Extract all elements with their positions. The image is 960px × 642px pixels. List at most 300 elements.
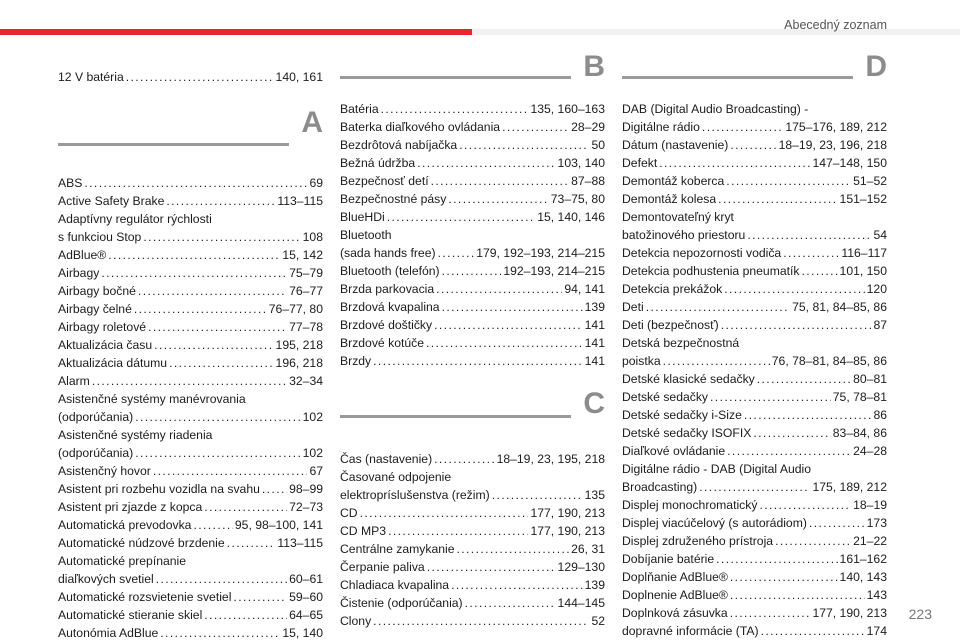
index-entry[interactable] (340, 244, 605, 262)
dot-leader (744, 406, 872, 424)
index-entry[interactable] (58, 534, 323, 552)
index-entry[interactable] (340, 136, 605, 154)
index-entry-term: Brzdové kotúče (340, 336, 425, 350)
dot-leader (747, 226, 871, 244)
index-entry-pages: 129–130 (557, 560, 605, 574)
index-entry[interactable] (622, 190, 887, 208)
index-entry-pages: 21–22 (853, 534, 887, 548)
index-entry-pages: 54 (873, 228, 887, 242)
index-entry[interactable] (622, 280, 887, 298)
index-entry-line: Asistenčné systémy riadenia (58, 428, 213, 442)
index-entry[interactable] (58, 588, 323, 606)
index-entry-term: Doplnková zásuvka (622, 606, 728, 620)
index-entry[interactable] (622, 118, 887, 136)
index-entry-term: Brzda parkovacia (340, 282, 435, 296)
index-entry[interactable] (340, 522, 605, 540)
index-entry-term: Deti (bezpečnosť) (622, 318, 719, 332)
dot-leader (387, 208, 536, 226)
index-entry-term: Bluetooth (telefón) (340, 264, 440, 278)
index-entry-pages: 116–117 (841, 246, 887, 260)
index-entry-term: Autonómia AdBlue (58, 626, 159, 640)
index-entry-pages: 73–75, 80 (550, 192, 605, 206)
section-title: Abecedný zoznam (784, 18, 887, 32)
index-entry[interactable] (622, 388, 887, 406)
dot-leader (702, 118, 783, 136)
index-entry[interactable] (58, 408, 323, 426)
index-entry[interactable] (340, 334, 605, 352)
index-entry-pages: 177, 190, 213 (530, 506, 605, 520)
index-entry[interactable] (340, 450, 605, 468)
index-entry-line: Automatické prepínanie (58, 554, 187, 568)
index-entry-term: Aktualizácia času (58, 338, 153, 352)
index-entry-pages: 75, 81, 84–85, 86 (792, 300, 887, 314)
index-entry-pages: 140, 143 (839, 570, 887, 584)
dot-leader (431, 172, 570, 190)
index-entry-line: Demontovateľný kryt (622, 210, 734, 224)
dot-leader (442, 298, 583, 316)
index-entry[interactable] (58, 318, 323, 336)
dot-leader (154, 336, 273, 354)
dot-leader (135, 408, 300, 426)
index-entry-term: 12 V batéria (58, 70, 124, 84)
index-entry[interactable] (58, 282, 323, 300)
dot-leader (373, 352, 583, 370)
index-entry-term: Displej monochromatický (622, 498, 758, 512)
dot-leader (809, 514, 865, 532)
index-entry-term: Displej združeného prístroja (622, 534, 774, 548)
index-entry[interactable] (622, 424, 887, 442)
index-entry[interactable] (622, 604, 887, 622)
index-entry[interactable] (58, 516, 323, 534)
top-accent-bar (0, 29, 472, 35)
dot-leader (726, 172, 851, 190)
index-entry-pages: 177, 190, 213 (812, 606, 887, 620)
dot-leader (718, 190, 837, 208)
letter-header-b (340, 50, 605, 100)
dot-leader (646, 298, 790, 316)
index-entry-term: Doplňanie AdBlue® (622, 570, 728, 584)
dot-leader (730, 586, 865, 604)
dot-leader (84, 174, 307, 192)
dot-leader (427, 558, 556, 576)
index-entry-term: poistka (622, 354, 661, 368)
index-entry-term: Airbagy (58, 266, 100, 280)
dot-leader (262, 480, 287, 498)
index-entry-pages: 51–52 (853, 174, 887, 188)
index-entry-pages: 59–60 (289, 590, 323, 604)
index-entry[interactable] (622, 478, 887, 496)
index-entry[interactable] (622, 370, 887, 388)
index-entry-term: Airbagy roletové (58, 320, 147, 334)
index-entry-pages: 135 (584, 488, 605, 502)
index-entry-line: Detská bezpečnostná (622, 336, 740, 350)
index-entry-term: Baterka diaľkového ovládania (340, 120, 501, 134)
index-entry[interactable] (622, 316, 887, 334)
index-entry-term: Brzdová kvapalina (340, 300, 440, 314)
dot-leader (92, 372, 287, 390)
index-entry-line: Časované odpojenie (340, 470, 452, 484)
index-entry-term: dopravné informácie (TA) (622, 624, 759, 638)
index-entry[interactable] (340, 262, 605, 280)
index-entry-pages: 67 (309, 464, 323, 478)
index-entry-pages: 179, 192–193, 214–215 (476, 246, 605, 260)
index-entry-term: Detské klasické sedačky (622, 372, 755, 386)
index-entry-term: Alarm (58, 374, 90, 388)
index-entry[interactable] (622, 154, 887, 172)
index-entry-pages: 177, 190, 213 (530, 524, 605, 538)
index-entry-pages: 103, 140 (557, 156, 605, 170)
index-entry-term: CD MP3 (340, 524, 387, 538)
dot-leader (442, 262, 502, 280)
index-entry-term: Dobíjanie batérie (622, 552, 715, 566)
index-entry[interactable] (58, 264, 323, 282)
dot-leader (169, 354, 273, 372)
dot-leader (426, 334, 583, 352)
dot-leader (716, 550, 837, 568)
index-entry-term: AdBlue® (58, 248, 107, 262)
index-entry[interactable] (622, 406, 887, 424)
dot-leader (759, 496, 851, 514)
index-entry-term: batožinového priestoru (622, 228, 746, 242)
index-entry[interactable] (340, 100, 605, 118)
letter-b: B (583, 50, 605, 83)
index-entry-pages: 196, 218 (275, 356, 323, 370)
index-entry[interactable] (58, 624, 323, 642)
index-entry-pages: 80–81 (853, 372, 887, 386)
index-list-a (58, 174, 323, 642)
index-entry-pages: 173 (866, 516, 887, 530)
index-entry[interactable] (340, 118, 605, 136)
index-entry[interactable] (58, 228, 323, 246)
index-entry-pages: 87–88 (571, 174, 605, 188)
index-entry[interactable] (340, 298, 605, 316)
index-entry-term: Bezdrôtová nabíjačka (340, 138, 458, 152)
index-entry[interactable] (58, 68, 323, 86)
dot-leader (126, 68, 274, 86)
dot-leader (492, 486, 583, 504)
index-entry-pages: 141 (584, 336, 605, 350)
index-entry-term: Clony (340, 614, 372, 628)
index-entry[interactable] (58, 192, 323, 210)
index-entry-pages: 102 (302, 410, 323, 424)
index-entry[interactable] (58, 498, 323, 516)
dot-leader (153, 462, 308, 480)
index-entry-pages: 24–28 (853, 444, 887, 458)
index-column-b (340, 50, 605, 630)
index-entry[interactable] (622, 262, 887, 280)
index-entry[interactable] (58, 300, 323, 318)
index-entry-term: Batéria (340, 102, 379, 116)
index-entry-term: Active Safety Brake (58, 194, 165, 208)
index-entry-term: (odporúčania) (58, 446, 134, 460)
index-entry-pages: 101, 150 (839, 264, 887, 278)
index-entry-term: Diaľkové ovládanie (622, 444, 726, 458)
index-entry-pages: 141 (584, 354, 605, 368)
index-entry-pages: 50 (591, 138, 605, 152)
index-entry-term: Aktualizácia dátumu (58, 356, 168, 370)
index-entry[interactable] (622, 622, 887, 640)
index-entry[interactable] (340, 594, 605, 612)
index-entry-pages: 175, 189, 212 (812, 480, 887, 494)
index-entry-pages: 15, 140, 146 (537, 210, 605, 224)
index-entry[interactable] (340, 486, 605, 504)
letter-rule (340, 415, 571, 418)
index-entry-pages: 95, 98–100, 141 (234, 518, 323, 532)
index-entry-term: Deti (622, 300, 644, 314)
index-entry-pages: 75, 78–81 (832, 390, 887, 404)
index-entry-pages: 94, 141 (564, 282, 605, 296)
index-entry[interactable] (340, 190, 605, 208)
index-entry-pages: 76–77 (289, 284, 323, 298)
index-entry-pages: 15, 140 (282, 626, 323, 640)
dot-leader (753, 424, 830, 442)
dot-leader (451, 576, 583, 594)
index-entry-term: (sada hands free) (340, 246, 436, 260)
index-entry[interactable] (340, 154, 605, 172)
index-entry-pages: 139 (584, 578, 605, 592)
dot-leader (730, 568, 838, 586)
index-entry-term: Asistent pri zjazde z kopca (58, 500, 203, 514)
index-entry-term: Bežná údržba (340, 156, 416, 170)
index-entry[interactable] (622, 172, 887, 190)
index-entry-term: Demontáž koberca (622, 174, 725, 188)
index-entry-term: Automatické rozsvietenie svetiel (58, 590, 232, 604)
index-entry-pages: 151–152 (839, 192, 887, 206)
index-entry[interactable] (340, 576, 605, 594)
index-entry-term: diaľkových svetiel (58, 572, 154, 586)
index-entry-pages: 174 (866, 624, 887, 638)
dot-leader (436, 280, 562, 298)
index-entry-term: Brzdy (340, 354, 372, 368)
index-entry-line: Adaptívny regulátor rýchlosti (58, 212, 212, 226)
index-entry-pages: 139 (584, 300, 605, 314)
dot-leader (101, 264, 287, 282)
index-entry-term: Digitálne rádio (622, 120, 700, 134)
index-entry[interactable] (622, 532, 887, 550)
letter-header-a (58, 108, 323, 174)
index-entry-pages: 76, 78–81, 84–85, 86 (771, 354, 887, 368)
dot-leader (434, 316, 583, 334)
index-entry-line: DAB (Digital Audio Broadcasting) - (622, 102, 809, 116)
index-entry-pages: 86 (873, 408, 887, 422)
index-entry-term: s funkciou Stop (58, 230, 142, 244)
index-entry[interactable] (58, 606, 323, 624)
index-entry-pages: 87 (873, 318, 887, 332)
dot-leader (156, 570, 287, 588)
dot-leader (727, 442, 851, 460)
dot-leader (448, 190, 548, 208)
index-entry[interactable] (58, 480, 323, 498)
dot-leader (434, 450, 494, 468)
index-entry-pages: 18–19, 23, 195, 218 (496, 452, 605, 466)
index-entry[interactable] (622, 298, 887, 316)
index-entry[interactable] (622, 442, 887, 460)
dot-leader (783, 244, 839, 262)
index-entry[interactable] (58, 354, 323, 372)
letter-rule (340, 76, 571, 79)
dot-leader (465, 594, 556, 612)
index-entry-term: Airbagy čelné (58, 302, 132, 316)
index-entry[interactable] (622, 244, 887, 262)
dot-leader (438, 244, 475, 262)
index-entry-pages: 140, 161 (275, 70, 323, 84)
index-entry[interactable] (340, 504, 605, 522)
dot-leader (204, 498, 287, 516)
index-entry[interactable] (622, 568, 887, 586)
dot-leader (710, 388, 831, 406)
index-entry[interactable] (58, 570, 323, 588)
index-entry-pages: 144–145 (557, 596, 605, 610)
index-entry-term: Chladiaca kvapalina (340, 578, 450, 592)
dot-leader (143, 228, 300, 246)
index-entry-pages: 175–176, 189, 212 (785, 120, 887, 134)
dot-leader (663, 352, 770, 370)
dot-leader (502, 118, 569, 136)
dot-leader (138, 282, 287, 300)
index-entry[interactable] (622, 226, 887, 244)
index-list-b (340, 100, 605, 370)
index-entry[interactable] (58, 174, 323, 192)
index-entry-term: Detské sedačky ISOFIX (622, 426, 752, 440)
dot-leader (373, 612, 589, 630)
dot-leader (417, 154, 555, 172)
dot-leader (459, 136, 589, 154)
dot-leader (381, 100, 529, 118)
letter-rule (58, 143, 289, 146)
dot-leader (134, 300, 267, 318)
index-entry-term: Airbagy bočné (58, 284, 136, 298)
index-list-d (622, 100, 887, 640)
index-entry[interactable] (58, 246, 323, 264)
index-entry-pages: 64–65 (289, 608, 323, 622)
index-pre-entries (58, 68, 323, 86)
index-entry-pages: 113–115 (277, 194, 323, 208)
index-entry-term: Čistenie (odporúčania) (340, 596, 463, 610)
index-entry-line: Bluetooth (340, 228, 392, 242)
index-entry-term: Demontáž kolesa (622, 192, 717, 206)
index-entry-term: (odporúčania) (58, 410, 134, 424)
index-entry[interactable] (622, 514, 887, 532)
index-entry-pages: 18–19 (853, 498, 887, 512)
dot-leader (456, 540, 569, 558)
index-entry-pages: 120 (866, 282, 887, 296)
index-entry[interactable] (340, 558, 605, 576)
index-entry[interactable] (58, 462, 323, 480)
index-entry-pages: 147–148, 150 (812, 156, 887, 170)
index-entry-term: Detské sedačky i-Size (622, 408, 742, 422)
page-number: 223 (908, 606, 932, 622)
index-entry-pages: 192–193, 214–215 (503, 264, 605, 278)
dot-leader (388, 522, 528, 540)
index-entry[interactable] (340, 280, 605, 298)
index-entry-pages: 77–78 (289, 320, 323, 334)
dot-leader (160, 624, 280, 642)
index-entry-term: Asistent pri rozbehu vozidla na svahu (58, 482, 260, 496)
index-entry[interactable] (622, 136, 887, 154)
index-entry-term: Dátum (nastavenie) (622, 138, 729, 152)
dot-leader (721, 316, 872, 334)
index-entry-pages: 52 (591, 614, 605, 628)
index-entry-pages: 102 (302, 446, 323, 460)
index-entry-term: Čas (nastavenie) (340, 452, 433, 466)
index-entry-term: ABS (58, 176, 83, 190)
letter-d: D (865, 50, 887, 83)
index-entry-pages: 18–19, 23, 196, 218 (778, 138, 887, 152)
letter-header-c (340, 388, 605, 450)
dot-leader (761, 622, 865, 640)
index-entry[interactable] (340, 540, 605, 558)
index-entry-pages: 195, 218 (275, 338, 323, 352)
dot-leader (802, 262, 838, 280)
index-entry-pages: 98–99 (289, 482, 323, 496)
index-entry-pages: 108 (302, 230, 323, 244)
dot-leader (775, 532, 851, 550)
index-entry-term: Bezpečnostné pásy (340, 192, 447, 206)
index-entry-pages: 60–61 (289, 572, 323, 586)
index-entry-term: Defekt (622, 156, 658, 170)
index-entry-pages: 83–84, 86 (832, 426, 887, 440)
index-entry[interactable] (622, 352, 887, 370)
index-entry-term: BlueHDi (340, 210, 385, 224)
dot-leader (724, 280, 864, 298)
index-entry-term: Displej viacúčelový (s autorádiom) (622, 516, 807, 530)
index-entry-term: CD (340, 506, 358, 520)
dot-leader (659, 154, 810, 172)
letter-header-d (622, 50, 887, 100)
index-entry-term: Asistenčný hovor (58, 464, 151, 478)
index-entry[interactable] (58, 444, 323, 462)
dot-leader (135, 444, 300, 462)
index-entry[interactable] (622, 496, 887, 514)
index-entry-term: Centrálne zamykanie (340, 542, 455, 556)
dot-leader (730, 136, 776, 154)
index-entry-pages: 15, 142 (282, 248, 323, 262)
index-entry-term: Detekcia prekážok (622, 282, 723, 296)
index-entry-pages: 26, 31 (571, 542, 605, 556)
index-entry[interactable] (622, 550, 887, 568)
dot-leader (148, 318, 287, 336)
index-entry[interactable] (58, 336, 323, 354)
index-entry[interactable] (340, 208, 605, 226)
index-entry[interactable] (340, 172, 605, 190)
dot-leader (108, 246, 280, 264)
index-entry[interactable] (340, 316, 605, 334)
index-entry[interactable] (58, 372, 323, 390)
index-entry-pages: 143 (866, 588, 887, 602)
index-entry[interactable] (340, 352, 605, 370)
dot-leader (730, 604, 811, 622)
index-entry-term: Čerpanie paliva (340, 560, 425, 574)
index-entry-pages: 161–162 (839, 552, 887, 566)
dot-leader (699, 478, 810, 496)
index-entry[interactable] (340, 612, 605, 630)
index-entry[interactable] (622, 586, 887, 604)
index-entry-term: Broadcasting) (622, 480, 698, 494)
index-entry-term: Detekcia nepozornosti vodiča (622, 246, 782, 260)
index-entry-term: Automatická prevodovka (58, 518, 192, 532)
dot-leader (204, 606, 287, 624)
index-entry-term: Doplnenie AdBlue® (622, 588, 728, 602)
index-entry-pages: 32–34 (289, 374, 323, 388)
index-entry-pages: 72–73 (289, 500, 323, 514)
index-entry-pages: 75–79 (289, 266, 323, 280)
index-entry-term: elektropríslušenstva (režim) (340, 488, 490, 502)
index-entry-line: Digitálne rádio - DAB (Digital Audio (622, 462, 811, 476)
dot-leader (757, 370, 851, 388)
index-entry-pages: 141 (584, 318, 605, 332)
index-entry-pages: 113–115 (277, 536, 323, 550)
index-entry-pages: 76–77, 80 (268, 302, 323, 316)
